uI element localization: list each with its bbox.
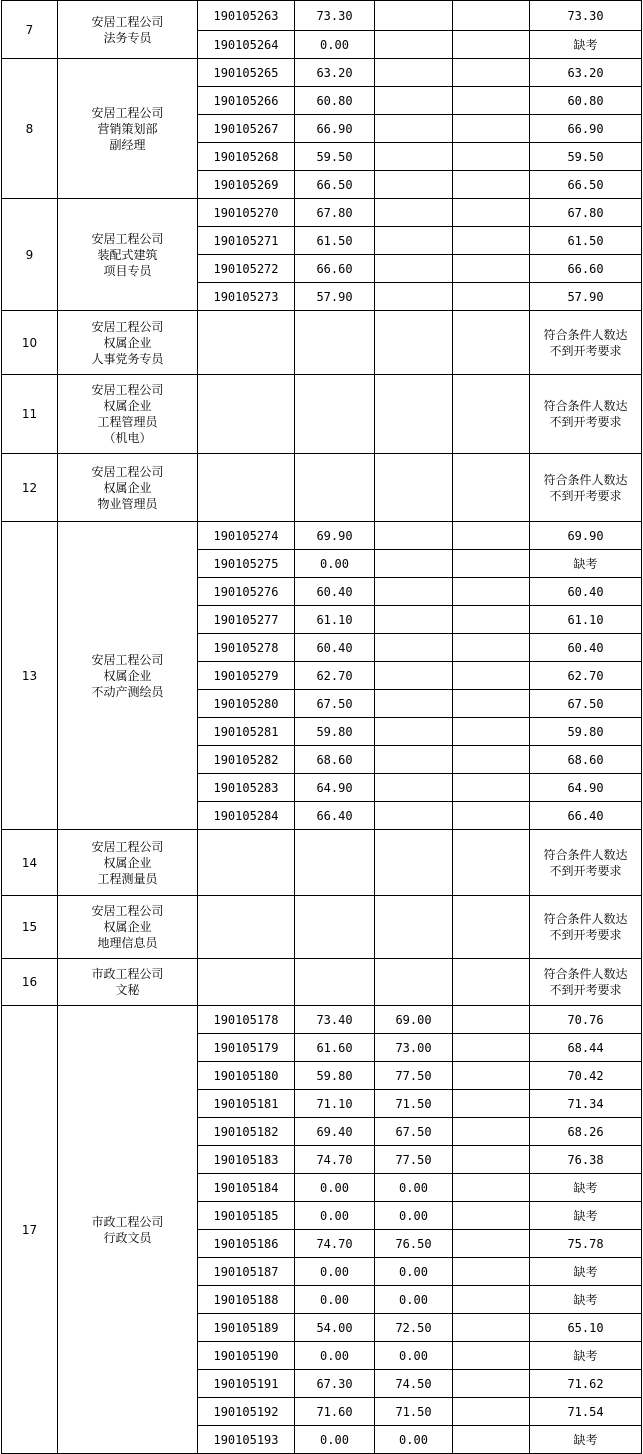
extra-cell bbox=[453, 1202, 530, 1230]
position-line: 项目专员 bbox=[103, 263, 152, 278]
position-line: 权属企业 bbox=[103, 335, 152, 350]
extra-cell bbox=[453, 1034, 530, 1062]
seq-cell: 15 bbox=[2, 896, 58, 959]
extra-cell bbox=[453, 802, 530, 830]
extra-cell bbox=[453, 199, 530, 227]
written-score-cell: 67.50 bbox=[295, 690, 375, 718]
position-cell bbox=[58, 59, 198, 199]
written-score-cell: 61.50 bbox=[295, 227, 375, 255]
exam-id-cell: 190105276 bbox=[198, 578, 295, 606]
seq-cell: 13 bbox=[2, 522, 58, 830]
interview-score-cell: 67.50 bbox=[375, 1118, 453, 1146]
written-score-cell: 0.00 bbox=[295, 550, 375, 578]
extra-cell bbox=[453, 662, 530, 690]
exam-id-cell: 190105283 bbox=[198, 774, 295, 802]
total-score-cell: 64.90 bbox=[530, 774, 642, 802]
written-score-cell: 66.40 bbox=[295, 802, 375, 830]
total-score-cell: 66.50 bbox=[530, 171, 642, 199]
extra-cell bbox=[453, 1006, 530, 1034]
empty-cell bbox=[198, 959, 295, 1006]
written-score-cell: 0.00 bbox=[295, 1202, 375, 1230]
total-score-cell: 71.62 bbox=[530, 1370, 642, 1398]
position-line: 权属企业 bbox=[103, 399, 152, 413]
empty-cell bbox=[198, 311, 295, 375]
seq-cell: 10 bbox=[2, 311, 58, 375]
extra-cell bbox=[453, 1258, 530, 1286]
written-score-cell: 60.40 bbox=[295, 578, 375, 606]
remark-line: 符合条件人数达 bbox=[543, 967, 628, 981]
empty-cell bbox=[375, 896, 453, 959]
total-score-cell: 68.44 bbox=[530, 1034, 642, 1062]
interview-score-cell bbox=[375, 662, 453, 690]
extra-cell bbox=[453, 578, 530, 606]
interview-score-cell: 0.00 bbox=[375, 1202, 453, 1230]
extra-cell bbox=[453, 550, 530, 578]
written-score-cell: 0.00 bbox=[295, 1426, 375, 1454]
seq-cell: 7 bbox=[2, 1, 58, 59]
position-line: 人事党务专员 bbox=[91, 351, 164, 366]
written-score-cell: 63.20 bbox=[295, 59, 375, 87]
position-cell bbox=[58, 375, 198, 454]
interview-score-cell bbox=[375, 87, 453, 115]
empty-cell bbox=[198, 375, 295, 454]
extra-cell bbox=[453, 1398, 530, 1426]
written-score-cell: 59.80 bbox=[295, 718, 375, 746]
seq-cell: 12 bbox=[2, 454, 58, 522]
table-row bbox=[2, 59, 642, 87]
extra-cell bbox=[453, 171, 530, 199]
position-line: 不动产测绘员 bbox=[91, 684, 164, 699]
interview-score-cell bbox=[375, 718, 453, 746]
total-score-cell: 缺考 bbox=[530, 1202, 642, 1230]
interview-score-cell: 0.00 bbox=[375, 1258, 453, 1286]
remark-line: 不到开考要求 bbox=[549, 488, 622, 503]
total-score-cell: 65.10 bbox=[530, 1314, 642, 1342]
extra-cell bbox=[453, 1146, 530, 1174]
written-score-cell: 66.60 bbox=[295, 255, 375, 283]
remark-line: 符合条件人数达 bbox=[543, 399, 628, 413]
exam-id-cell: 190105281 bbox=[198, 718, 295, 746]
total-score-cell: 缺考 bbox=[530, 1286, 642, 1314]
empty-cell bbox=[295, 454, 375, 522]
total-score-cell: 59.80 bbox=[530, 718, 642, 746]
interview-score-cell bbox=[375, 227, 453, 255]
remark-line: 符合条件人数达 bbox=[543, 472, 628, 487]
remark-line: 不到开考要求 bbox=[549, 415, 622, 429]
exam-id-cell: 190105271 bbox=[198, 227, 295, 255]
remark-cell bbox=[530, 830, 642, 896]
position-line: 安居工程公司 bbox=[91, 652, 164, 667]
position-line: 权属企业 bbox=[103, 668, 152, 683]
interview-score-cell: 69.00 bbox=[375, 1006, 453, 1034]
total-score-cell: 68.60 bbox=[530, 746, 642, 774]
interview-score-cell bbox=[375, 115, 453, 143]
interview-score-cell: 74.50 bbox=[375, 1370, 453, 1398]
written-score-cell: 60.80 bbox=[295, 87, 375, 115]
table-row bbox=[2, 375, 642, 454]
empty-cell bbox=[198, 896, 295, 959]
written-score-cell: 67.80 bbox=[295, 199, 375, 227]
remark-cell bbox=[530, 959, 642, 1006]
extra-cell bbox=[453, 115, 530, 143]
remark-line: 不到开考要求 bbox=[549, 343, 622, 358]
interview-score-cell bbox=[375, 746, 453, 774]
total-score-cell: 缺考 bbox=[530, 1426, 642, 1454]
extra-cell bbox=[453, 255, 530, 283]
position-line: 副经理 bbox=[109, 137, 146, 152]
empty-cell bbox=[453, 830, 530, 896]
position-line: 安居工程公司 bbox=[91, 231, 164, 246]
position-cell bbox=[58, 896, 198, 959]
interview-score-cell bbox=[375, 634, 453, 662]
interview-score-cell: 77.50 bbox=[375, 1146, 453, 1174]
written-score-cell: 57.90 bbox=[295, 283, 375, 311]
interview-score-cell: 73.00 bbox=[375, 1034, 453, 1062]
extra-cell bbox=[453, 718, 530, 746]
extra-cell bbox=[453, 746, 530, 774]
position-cell bbox=[58, 1006, 198, 1454]
extra-cell bbox=[453, 59, 530, 87]
exam-id-cell: 190105274 bbox=[198, 522, 295, 550]
total-score-cell: 70.76 bbox=[530, 1006, 642, 1034]
total-score-cell: 67.50 bbox=[530, 690, 642, 718]
interview-score-cell: 71.50 bbox=[375, 1398, 453, 1426]
interview-score-cell bbox=[375, 522, 453, 550]
extra-cell bbox=[453, 1314, 530, 1342]
interview-score-cell: 0.00 bbox=[375, 1174, 453, 1202]
empty-cell bbox=[295, 311, 375, 375]
interview-score-cell: 76.50 bbox=[375, 1230, 453, 1258]
table-row bbox=[2, 454, 642, 522]
written-score-cell: 69.40 bbox=[295, 1118, 375, 1146]
total-score-cell: 缺考 bbox=[530, 31, 642, 59]
empty-cell bbox=[375, 311, 453, 375]
exam-id-cell: 190105187 bbox=[198, 1258, 295, 1286]
extra-cell bbox=[453, 87, 530, 115]
total-score-cell: 缺考 bbox=[530, 1174, 642, 1202]
extra-cell bbox=[453, 143, 530, 171]
position-line: 安居工程公司 bbox=[91, 383, 164, 397]
extra-cell bbox=[453, 1090, 530, 1118]
empty-cell bbox=[453, 959, 530, 1006]
written-score-cell: 71.60 bbox=[295, 1398, 375, 1426]
position-line: 权属企业 bbox=[103, 855, 152, 870]
position-line: 地理信息员 bbox=[97, 936, 158, 950]
empty-cell bbox=[198, 454, 295, 522]
position-line: 市政工程公司 bbox=[91, 1214, 164, 1229]
position-cell bbox=[58, 199, 198, 311]
remark-line: 不到开考要求 bbox=[549, 928, 622, 942]
remark-cell bbox=[530, 375, 642, 454]
interview-score-cell bbox=[375, 171, 453, 199]
total-score-cell: 76.38 bbox=[530, 1146, 642, 1174]
remark-line: 不到开考要求 bbox=[549, 983, 622, 997]
extra-cell bbox=[453, 1062, 530, 1090]
position-line: 文秘 bbox=[115, 983, 140, 997]
interview-score-cell bbox=[375, 143, 453, 171]
position-line: 安居工程公司 bbox=[91, 105, 164, 120]
position-line: （机电） bbox=[103, 431, 152, 445]
exam-id-cell: 190105273 bbox=[198, 283, 295, 311]
total-score-cell: 62.70 bbox=[530, 662, 642, 690]
empty-cell bbox=[453, 311, 530, 375]
written-score-cell: 64.90 bbox=[295, 774, 375, 802]
total-score-cell: 68.26 bbox=[530, 1118, 642, 1146]
written-score-cell: 0.00 bbox=[295, 1258, 375, 1286]
position-line: 安居工程公司 bbox=[91, 839, 164, 854]
extra-cell bbox=[453, 634, 530, 662]
empty-cell bbox=[375, 959, 453, 1006]
written-score-cell: 69.90 bbox=[295, 522, 375, 550]
position-line: 工程管理员 bbox=[97, 415, 158, 429]
exam-id-cell: 190105183 bbox=[198, 1146, 295, 1174]
written-score-cell: 66.50 bbox=[295, 171, 375, 199]
interview-score-cell bbox=[375, 550, 453, 578]
seq-cell: 9 bbox=[2, 199, 58, 311]
exam-id-cell: 190105268 bbox=[198, 143, 295, 171]
total-score-cell: 60.80 bbox=[530, 87, 642, 115]
remark-cell bbox=[530, 896, 642, 959]
interview-score-cell bbox=[375, 255, 453, 283]
interview-score-cell bbox=[375, 283, 453, 311]
written-score-cell: 0.00 bbox=[295, 1174, 375, 1202]
empty-cell bbox=[375, 830, 453, 896]
total-score-cell: 60.40 bbox=[530, 634, 642, 662]
seq-cell: 16 bbox=[2, 959, 58, 1006]
position-line: 装配式建筑 bbox=[97, 247, 158, 262]
interview-score-cell bbox=[375, 578, 453, 606]
extra-cell bbox=[453, 1, 530, 31]
total-score-cell: 73.30 bbox=[530, 1, 642, 31]
total-score-cell: 75.78 bbox=[530, 1230, 642, 1258]
seq-cell: 17 bbox=[2, 1006, 58, 1454]
interview-score-cell: 0.00 bbox=[375, 1426, 453, 1454]
exam-id-cell: 190105184 bbox=[198, 1174, 295, 1202]
seq-cell: 8 bbox=[2, 59, 58, 199]
position-line: 权属企业 bbox=[103, 480, 152, 495]
exam-id-cell: 190105282 bbox=[198, 746, 295, 774]
total-score-cell: 66.40 bbox=[530, 802, 642, 830]
extra-cell bbox=[453, 774, 530, 802]
total-score-cell: 57.90 bbox=[530, 283, 642, 311]
written-score-cell: 67.30 bbox=[295, 1370, 375, 1398]
exam-id-cell: 190105180 bbox=[198, 1062, 295, 1090]
total-score-cell: 67.80 bbox=[530, 199, 642, 227]
exam-id-cell: 190105280 bbox=[198, 690, 295, 718]
exam-id-cell: 190105191 bbox=[198, 1370, 295, 1398]
exam-id-cell: 190105185 bbox=[198, 1202, 295, 1230]
exam-id-cell: 190105279 bbox=[198, 662, 295, 690]
interview-score-cell bbox=[375, 690, 453, 718]
table-row bbox=[2, 522, 642, 550]
exam-id-cell: 190105178 bbox=[198, 1006, 295, 1034]
exam-id-cell: 190105189 bbox=[198, 1314, 295, 1342]
table-row bbox=[2, 1006, 642, 1034]
written-score-cell: 68.60 bbox=[295, 746, 375, 774]
table-row bbox=[2, 199, 642, 227]
extra-cell bbox=[453, 1230, 530, 1258]
total-score-cell: 缺考 bbox=[530, 1258, 642, 1286]
written-score-cell: 61.10 bbox=[295, 606, 375, 634]
empty-cell bbox=[453, 454, 530, 522]
remark-line: 不到开考要求 bbox=[549, 863, 622, 878]
seq-cell: 11 bbox=[2, 375, 58, 454]
total-score-cell: 60.40 bbox=[530, 578, 642, 606]
empty-cell bbox=[453, 896, 530, 959]
extra-cell bbox=[453, 31, 530, 59]
interview-score-cell: 77.50 bbox=[375, 1062, 453, 1090]
exam-id-cell: 190105190 bbox=[198, 1342, 295, 1370]
total-score-cell: 63.20 bbox=[530, 59, 642, 87]
total-score-cell: 59.50 bbox=[530, 143, 642, 171]
exam-id-cell: 190105179 bbox=[198, 1034, 295, 1062]
seq-cell: 14 bbox=[2, 830, 58, 896]
interview-score-cell: 71.50 bbox=[375, 1090, 453, 1118]
total-score-cell: 61.50 bbox=[530, 227, 642, 255]
written-score-cell: 59.80 bbox=[295, 1062, 375, 1090]
written-score-cell: 74.70 bbox=[295, 1230, 375, 1258]
exam-id-cell: 190105192 bbox=[198, 1398, 295, 1426]
empty-cell bbox=[295, 896, 375, 959]
exam-id-cell: 190105272 bbox=[198, 255, 295, 283]
position-line: 工程测量员 bbox=[97, 871, 158, 886]
position-cell bbox=[58, 1, 198, 59]
table-body bbox=[2, 1, 642, 1454]
position-line: 安居工程公司 bbox=[91, 319, 164, 334]
remark-line: 符合条件人数达 bbox=[543, 847, 628, 862]
empty-cell bbox=[453, 375, 530, 454]
table-row bbox=[2, 311, 642, 375]
extra-cell bbox=[453, 522, 530, 550]
total-score-cell: 66.60 bbox=[530, 255, 642, 283]
extra-cell bbox=[453, 283, 530, 311]
total-score-cell: 缺考 bbox=[530, 550, 642, 578]
remark-line: 符合条件人数达 bbox=[543, 912, 628, 926]
written-score-cell: 61.60 bbox=[295, 1034, 375, 1062]
extra-cell bbox=[453, 1118, 530, 1146]
interview-score-cell bbox=[375, 802, 453, 830]
position-line: 安居工程公司 bbox=[91, 904, 164, 918]
total-score-cell: 71.34 bbox=[530, 1090, 642, 1118]
position-line: 营销策划部 bbox=[97, 121, 158, 136]
written-score-cell: 74.70 bbox=[295, 1146, 375, 1174]
exam-id-cell: 190105269 bbox=[198, 171, 295, 199]
empty-cell bbox=[375, 454, 453, 522]
interview-score-cell bbox=[375, 1, 453, 31]
total-score-cell: 71.54 bbox=[530, 1398, 642, 1426]
written-score-cell: 0.00 bbox=[295, 1286, 375, 1314]
extra-cell bbox=[453, 227, 530, 255]
exam-id-cell: 190105265 bbox=[198, 59, 295, 87]
position-cell bbox=[58, 311, 198, 375]
position-line: 安居工程公司 bbox=[91, 464, 164, 479]
interview-score-cell bbox=[375, 59, 453, 87]
written-score-cell: 73.40 bbox=[295, 1006, 375, 1034]
written-score-cell: 59.50 bbox=[295, 143, 375, 171]
written-score-cell: 0.00 bbox=[295, 1342, 375, 1370]
position-line: 市政工程公司 bbox=[91, 967, 164, 981]
written-score-cell: 60.40 bbox=[295, 634, 375, 662]
empty-cell bbox=[295, 959, 375, 1006]
table-row bbox=[2, 959, 642, 1006]
exam-id-cell: 190105263 bbox=[198, 1, 295, 31]
exam-id-cell: 190105188 bbox=[198, 1286, 295, 1314]
extra-cell bbox=[453, 690, 530, 718]
exam-id-cell: 190105267 bbox=[198, 115, 295, 143]
written-score-cell: 66.90 bbox=[295, 115, 375, 143]
extra-cell bbox=[453, 606, 530, 634]
remark-cell bbox=[530, 311, 642, 375]
extra-cell bbox=[453, 1370, 530, 1398]
extra-cell bbox=[453, 1286, 530, 1314]
written-score-cell: 54.00 bbox=[295, 1314, 375, 1342]
interview-score-cell bbox=[375, 199, 453, 227]
extra-cell bbox=[453, 1426, 530, 1454]
position-line: 安居工程公司 bbox=[91, 14, 164, 29]
empty-cell bbox=[295, 375, 375, 454]
position-cell bbox=[58, 959, 198, 1006]
position-line: 权属企业 bbox=[103, 920, 152, 934]
empty-cell bbox=[295, 830, 375, 896]
score-table bbox=[1, 0, 642, 1454]
exam-id-cell: 190105182 bbox=[198, 1118, 295, 1146]
written-score-cell: 0.00 bbox=[295, 31, 375, 59]
extra-cell bbox=[453, 1342, 530, 1370]
exam-id-cell: 190105275 bbox=[198, 550, 295, 578]
total-score-cell: 70.42 bbox=[530, 1062, 642, 1090]
exam-id-cell: 190105186 bbox=[198, 1230, 295, 1258]
exam-id-cell: 190105270 bbox=[198, 199, 295, 227]
exam-id-cell: 190105284 bbox=[198, 802, 295, 830]
extra-cell bbox=[453, 1174, 530, 1202]
total-score-cell: 66.90 bbox=[530, 115, 642, 143]
position-cell bbox=[58, 454, 198, 522]
exam-id-cell: 190105181 bbox=[198, 1090, 295, 1118]
position-line: 法务专员 bbox=[103, 30, 152, 45]
interview-score-cell bbox=[375, 774, 453, 802]
empty-cell bbox=[375, 375, 453, 454]
interview-score-cell: 0.00 bbox=[375, 1342, 453, 1370]
empty-cell bbox=[198, 830, 295, 896]
exam-id-cell: 190105278 bbox=[198, 634, 295, 662]
total-score-cell: 69.90 bbox=[530, 522, 642, 550]
exam-id-cell: 190105264 bbox=[198, 31, 295, 59]
position-line: 行政文员 bbox=[103, 1230, 152, 1245]
interview-score-cell bbox=[375, 606, 453, 634]
position-line: 物业管理员 bbox=[97, 496, 158, 511]
written-score-cell: 71.10 bbox=[295, 1090, 375, 1118]
table-row bbox=[2, 896, 642, 959]
exam-id-cell: 190105277 bbox=[198, 606, 295, 634]
remark-line: 符合条件人数达 bbox=[543, 327, 628, 342]
position-cell bbox=[58, 830, 198, 896]
table-row bbox=[2, 830, 642, 896]
table-row bbox=[2, 1, 642, 31]
total-score-cell: 缺考 bbox=[530, 1342, 642, 1370]
total-score-cell: 61.10 bbox=[530, 606, 642, 634]
interview-score-cell: 72.50 bbox=[375, 1314, 453, 1342]
remark-cell bbox=[530, 454, 642, 522]
exam-id-cell: 190105193 bbox=[198, 1426, 295, 1454]
written-score-cell: 73.30 bbox=[295, 1, 375, 31]
interview-score-cell bbox=[375, 31, 453, 59]
position-cell bbox=[58, 522, 198, 830]
interview-score-cell: 0.00 bbox=[375, 1286, 453, 1314]
exam-id-cell: 190105266 bbox=[198, 87, 295, 115]
written-score-cell: 62.70 bbox=[295, 662, 375, 690]
